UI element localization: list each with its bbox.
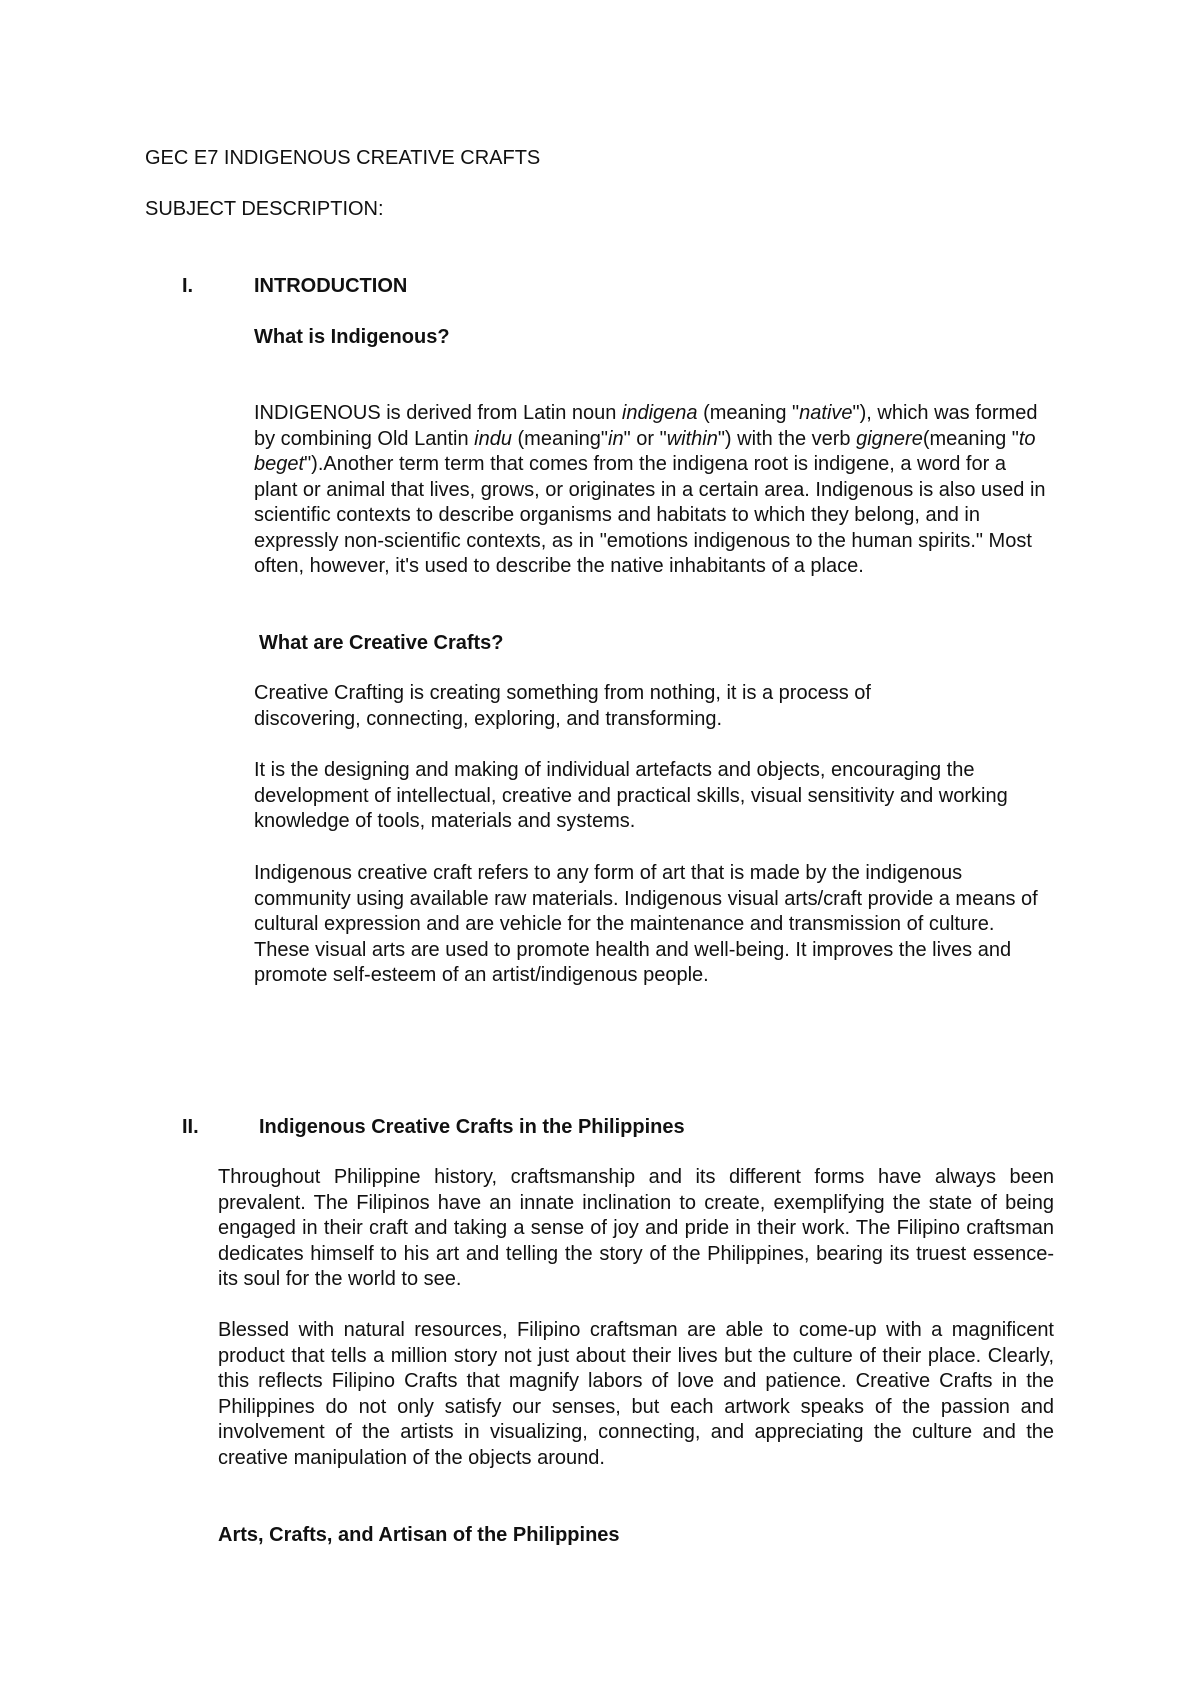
creative-crafting-paragraph: Creative Crafting is creating something from nothing, it is a process of discovering, connecting, exploring, and transforming. — [254, 682, 871, 730]
natural-resources-paragraph: Blessed with natural resources, Filipino craftsman are able to come-up with a magnificent product that tells a million story not just about their lives but the culture of their place. Clearly, this reflects Filipino Crafts that magnify labors of love and patience. Creative Crafts in the Philippines do not only satisfy our senses, but each artwork speaks of the passion and involvement of the artists in visualizing, connecting, and appreciating the culture and the creative manipulation of the objects around. — [218, 1319, 1054, 1469]
what-is-indigenous-heading: What is Indigenous? — [254, 326, 450, 348]
indigenous-definition-paragraph: INDIGENOUS is derived from Latin noun indigena (meaning "native"), which was formed by combining Old Lantin indu (meaning"in" or "within") with the verb gignere(meaning "to beget").Another term term that comes from the indigena root is indigene, a word for a plant or animal that lives, grows, or originates in a certain area. Indigenous is also used in scientific contexts to describe organisms and habitats to which they belong, and in expressly non-scientific contexts, as in "emotions indigenous to the human spirits." Most often, however, it's used to describe the native inhabitants of a place. — [254, 402, 1046, 577]
section-1-title: INTRODUCTION — [254, 275, 408, 297]
arts-crafts-artisan-heading: Arts, Crafts, and Artisan of the Philippines — [218, 1524, 620, 1546]
indigenous-creative-craft-paragraph: Indigenous creative craft refers to any form of art that is made by the indigenous community using available raw materials. Indigenous visual arts/craft provide a means of cultural expression and are vehicle for the maintenance and transmission of culture. These visual arts are used to promote health and well-being. It improves the lives and promote self-esteem of an artist/indigenous people. — [254, 862, 1038, 986]
course-title: GEC E7 INDIGENOUS CREATIVE CRAFTS — [145, 147, 541, 169]
designing-making-paragraph: It is the designing and making of individual artefacts and objects, encouraging the development of intellectual, creative and practical skills, visual sensitivity and working knowledge of tools, materials and systems. — [254, 759, 1008, 832]
what-are-creative-crafts-heading: What are Creative Crafts? — [259, 632, 504, 654]
section-1-number: I. — [182, 275, 194, 297]
section-2-title: Indigenous Creative Crafts in the Philippines — [259, 1116, 685, 1138]
philippine-craftsmanship-paragraph: Throughout Philippine history, craftsmanship and its different forms have always been prevalent. The Filipinos have an innate inclination to create, exemplifying the state of being engaged in their craft and taking a sense of joy and pride in their work. The Filipino craftsman dedicates himself to his art and telling the story of the Philippines, bearing its truest essence-its soul for the world to see. — [218, 1166, 1054, 1290]
section-2-number: II. — [182, 1116, 199, 1138]
subject-description-label: SUBJECT DESCRIPTION: — [145, 198, 384, 220]
